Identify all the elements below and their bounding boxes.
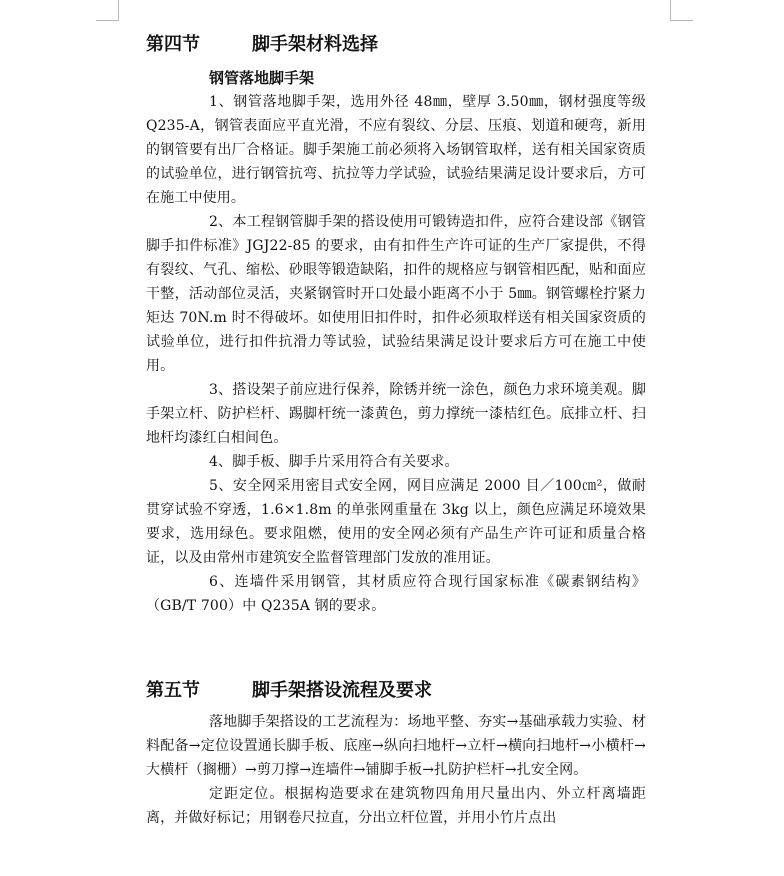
section-4-paragraph: 5、安全网采用密目式安全网，网目应满足 2000 目／100㎝²，做耐贯穿试验不穿透，1.6×1.8m 的单张网重量在 3kg 以上，颜色应满足环境效果要求，选用绿色。要求阻燃，使用的安全网必须有产品生产许可证和质量合格证，以及由常州市建筑安全监督管理部门发放的准用证。 bbox=[146, 478, 646, 566]
section-5-title: 脚手架搭设流程及要求 bbox=[252, 680, 432, 701]
section-5-paragraph: 落地脚手架搭设的工艺流程为：场地平整、夯实→基础承载力实验、材料配备→定位设置通长脚手板、底座→纵向扫地杆→立杆→横向扫地杆→小横杆→大横杆（搁栅）→剪刀撑→连墙件→铺脚手板→扎防护栏杆→扎安全网。 bbox=[146, 714, 646, 778]
section-4-paragraph: 2、本工程钢管脚手架的搭设使用可锻铸造扣件，应符合建设部《钢管脚手扣件标准》JGJ22-85 的要求，由有扣件生产许可证的生产厂家提供，不得有裂纹、气孔、缩松、砂眼等锻造缺陷，扣件的规格应与钢管相匹配，贴和面应干整，活动部位灵活，夹紧钢管时开口处最小距离不小于 5㎜。钢管螺栓拧紧力矩达 70N.m 时不得破坏。如使用旧扣件时，扣件必须取样送有相关国家资质的试验单位，进行扣件抗滑力等试验，试验结果满足设计要求后方可在施工中使用。 bbox=[146, 214, 646, 374]
section-gap bbox=[146, 618, 646, 676]
section-5-number: 第五节 bbox=[146, 680, 200, 701]
section-4-paragraph: 3、搭设架子前应进行保养，除锈并统一涂色，颜色力求环境美观。脚手架立杆、防护栏杆、踢脚杆统一漆黄色，剪力撑统一漆桔红色。底排立杆、扫地杆均漆红白相间色。 bbox=[146, 382, 646, 446]
section-4-paragraph: 6、连墙件采用钢管，其材质应符合现行国家标准《碳素钢结构》（GB/T 700）中 Q235A 钢的要求。 bbox=[146, 574, 646, 614]
page-corner-mark-left bbox=[96, 0, 119, 21]
section-4-subheading: 钢管落地脚手架 bbox=[209, 69, 315, 87]
section-5 bbox=[146, 676, 646, 830]
section-4 bbox=[146, 30, 646, 618]
section-4-heading bbox=[146, 30, 646, 60]
section-4-number: 第四节 bbox=[146, 34, 200, 55]
section-5-heading bbox=[146, 676, 646, 706]
section-5-paragraph: 定距定位。根据构造要求在建筑物四角用尺量出内、外立杆离墙距离，并做好标记；用钢卷尺拉直，分出立杆位置，并用小竹片点出 bbox=[146, 786, 646, 826]
page-corner-mark-right bbox=[670, 0, 693, 21]
section-4-paragraph: 4、脚手板、脚手片采用符合有关要求。 bbox=[209, 454, 459, 470]
document-page bbox=[146, 30, 646, 830]
section-4-paragraph: 1、钢管落地脚手架，选用外径 48㎜，壁厚 3.50㎜，钢材强度等级 Q235-A，钢管表面应平直光滑，不应有裂纹、分层、压痕、划道和硬弯，新用的钢管要有出厂合格证。脚手架施工前必须将入场钢管取样，送有相关国家资质的试验单位，进行钢管抗弯、抗拉等力学试验，试验结果满足设计要求后，方可在施工中使用。 bbox=[146, 94, 646, 206]
section-4-title: 脚手架材料选择 bbox=[252, 34, 378, 55]
